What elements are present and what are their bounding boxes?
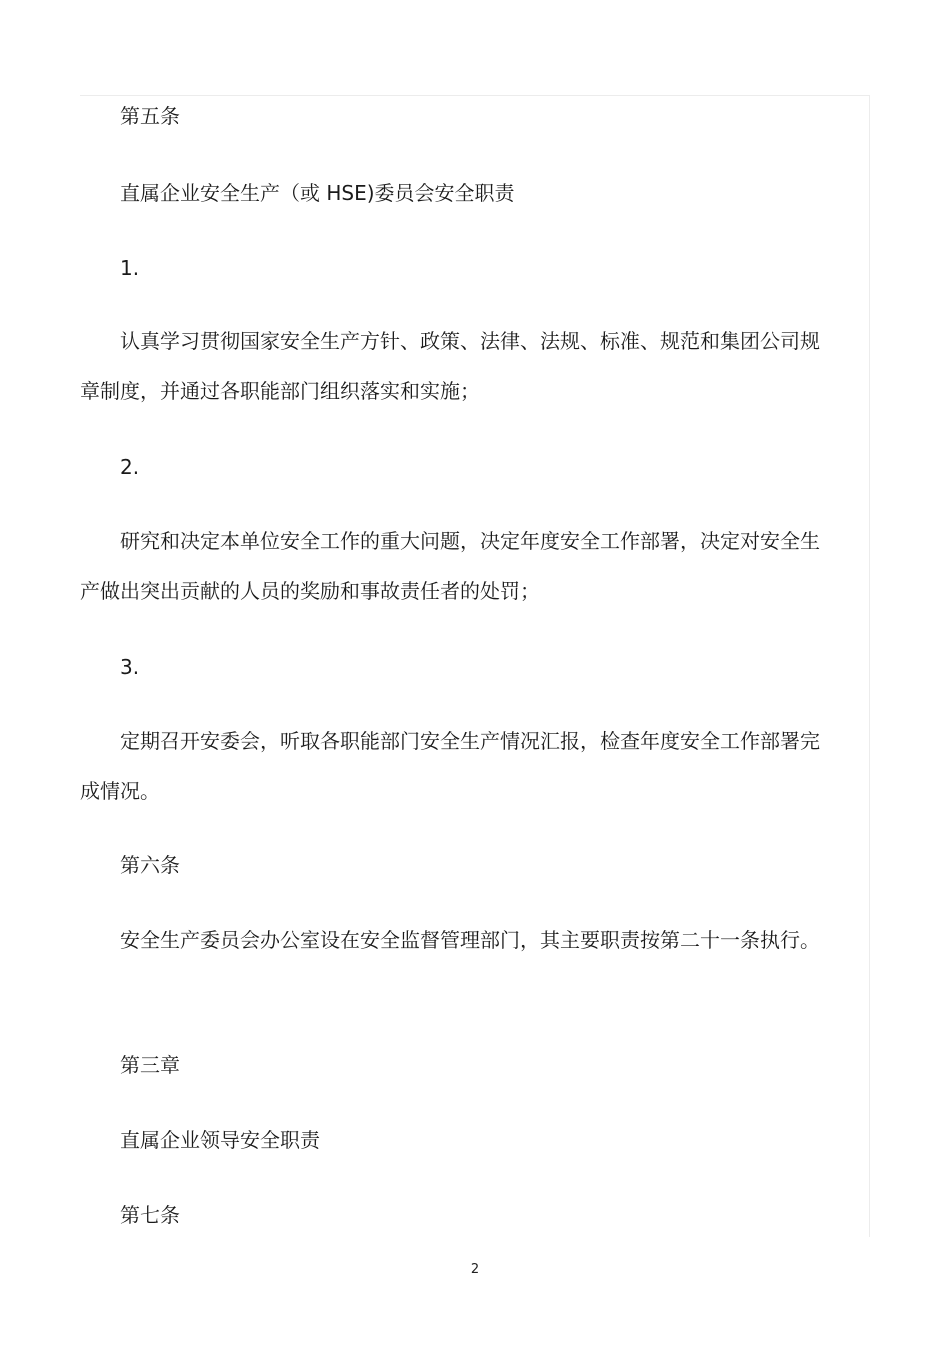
paragraph-text: 安全生产委员会办公室设在安全监督管理部门，其主要职责按第二十一条执行。 (120, 928, 820, 952)
paragraph-text: 认真学习贯彻国家安全生产方针、政策、法律、法规、标准、规范和集团公司规章制度，并通过各职能部门组织落实和实施； (80, 329, 820, 403)
section-title: 直属企业领导安全职责 (120, 1128, 320, 1152)
chapter-heading: 第三章 (120, 1053, 180, 1077)
article-heading: 第六条 (120, 853, 180, 877)
page-number: 2 (470, 1262, 480, 1277)
paragraph-text: 定期召开安委会，听取各职能部门安全生产情况汇报，检查年度安全工作部署完成情况。 (80, 729, 820, 803)
article-heading: 第七条 (120, 1203, 180, 1227)
page-frame-right-border (869, 95, 870, 1237)
list-number: 1. (120, 256, 140, 280)
list-number: 2. (120, 455, 140, 479)
list-number: 3. (120, 655, 140, 679)
section-title: 直属企业安全生产（或 HSE)委员会安全职责 (120, 181, 515, 205)
article-heading: 第五条 (120, 104, 180, 128)
paragraph-text: 研究和决定本单位安全工作的重大问题，决定年度安全工作部署，决定对安全生产做出突出贡献的人员的奖励和事故责任者的处罚； (80, 529, 820, 603)
